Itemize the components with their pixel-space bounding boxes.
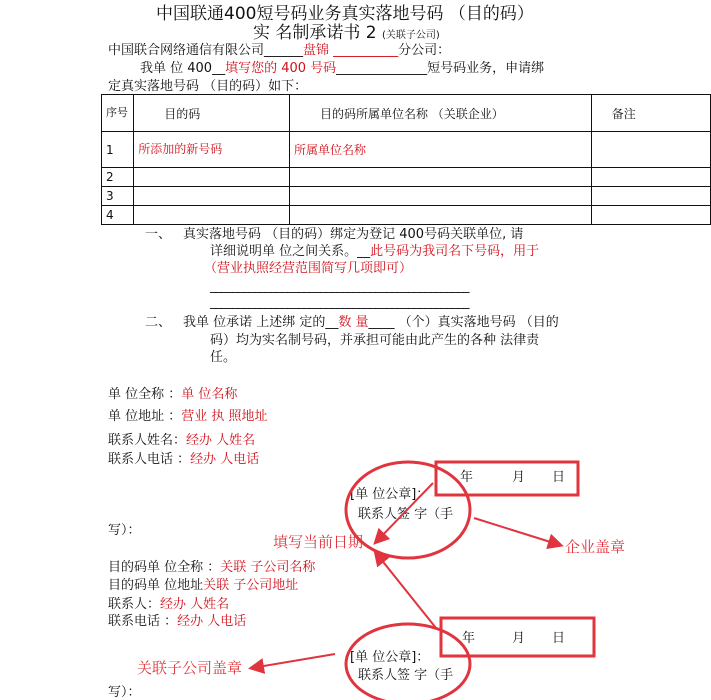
clause1-num: 一、 (145, 227, 172, 242)
t: 数 量 (338, 315, 369, 330)
date-box-2 (441, 618, 594, 656)
header-note: 备注 (591, 95, 710, 132)
title-main: 实 名制承诺书 2 (253, 23, 377, 43)
cell-no: 3 (102, 187, 134, 206)
branch-name: 盘锦 (303, 43, 330, 58)
seal-ellipse-2 (346, 624, 470, 700)
t: 关联 子公司名称 (220, 560, 316, 575)
t: 分公司： (398, 43, 451, 58)
t: 单 位名称 (181, 387, 238, 402)
t: 联系人姓名： (108, 433, 187, 448)
write-label: 写）： (108, 523, 141, 538)
date-year: 年 (460, 470, 474, 485)
t: 联系电话 ： (108, 614, 178, 629)
dash-line: _______________________________________________ (210, 295, 469, 310)
date-month: 月 (512, 470, 526, 485)
t: __________ (329, 43, 399, 58)
t: 营业 执 照地址 (181, 409, 268, 424)
t: 中国联合网络通信有限公司______ (108, 43, 304, 58)
date-box-1 (436, 462, 578, 495)
t: 经办 人电话 (190, 452, 260, 467)
date-day: 日 (552, 470, 566, 485)
t: 单 位全称 ： (108, 387, 182, 402)
clause2-line3: 任。 (210, 350, 237, 365)
t: 关联 子公司地址 (203, 578, 299, 593)
cell-no: 4 (102, 206, 134, 225)
clause1-line1: 真实落地号码 （目的码）绑定为登记 400号码关联单位, 请 (183, 227, 524, 242)
clause1-line3: （营业执照经营范围简写几项即可） (204, 261, 413, 276)
t: 我单 位 400__ (140, 61, 226, 76)
t: 经办 人姓名 (160, 597, 230, 612)
t: ____ （个）真实落地号码 （目的 (368, 315, 559, 330)
header-no: 序号 (102, 95, 134, 132)
signature-label: 联系人签 字（手 (358, 668, 454, 683)
cell-no: 2 (102, 168, 134, 187)
t: 我单 位承诺 上述绑 定的__ (183, 315, 339, 330)
number-placeholder: 填写您的 400 号码 (225, 61, 337, 76)
annotation-company-seal: 企业盖章 (565, 538, 626, 556)
t: 单 位地址 ： (108, 409, 182, 424)
cell-code: 所添加的新号码 (134, 132, 290, 168)
annotation-sub-seal: 关联子公司盖章 (137, 659, 243, 677)
title-line1: 中国联通400短号码业务真实落地号码 （目的码） (156, 4, 534, 24)
t: 详细说明单 位之间关系。__ (210, 244, 371, 259)
seal-label: [单 位公章]： (350, 487, 430, 502)
cell-no: 1 (102, 132, 134, 168)
clause2-line2: 码）均为实名制号码，并承担可能由此产生的各种 法律责 (210, 333, 540, 348)
intro-line3: 定真实落地号码 （目的码）如下： (108, 79, 308, 94)
write-label: 写）： (108, 685, 141, 700)
clause2-num: 二、 (145, 315, 172, 330)
t: 此号码为我司名下号码，用于 (370, 244, 540, 259)
cell-unit: 所属单位名称 (289, 132, 591, 168)
header-code: 目的码 (134, 95, 290, 132)
t: ______________短号码业务，申请绑 (336, 61, 545, 76)
t: 目的码单 位全称 ： (108, 560, 221, 575)
annotation-date: 填写当前日期 (273, 533, 364, 551)
arrow-date (376, 483, 433, 542)
t: 经办 人电话 (177, 614, 247, 629)
arrow-date-2 (376, 553, 436, 628)
date-year: 年 (462, 631, 476, 646)
title-sub: (关联子公司) (382, 30, 440, 41)
header-unit: 目的码所属单位名称 （关联企业） (289, 95, 591, 132)
arrow-sub-seal (252, 654, 335, 668)
t: 联系人电话 ： (108, 452, 191, 467)
t: 联系人： (108, 597, 161, 612)
dash-line: _______________________________________________ (210, 279, 469, 294)
t: 经办 人姓名 (186, 433, 256, 448)
seal-label: [单 位公章]： (350, 650, 430, 665)
arrow-company-seal (474, 518, 560, 545)
date-month: 月 (512, 631, 526, 646)
date-day: 日 (552, 631, 566, 646)
signature-label: 联系人签 字（手 (358, 507, 454, 522)
t: 目的码单 位地址 (108, 578, 204, 593)
